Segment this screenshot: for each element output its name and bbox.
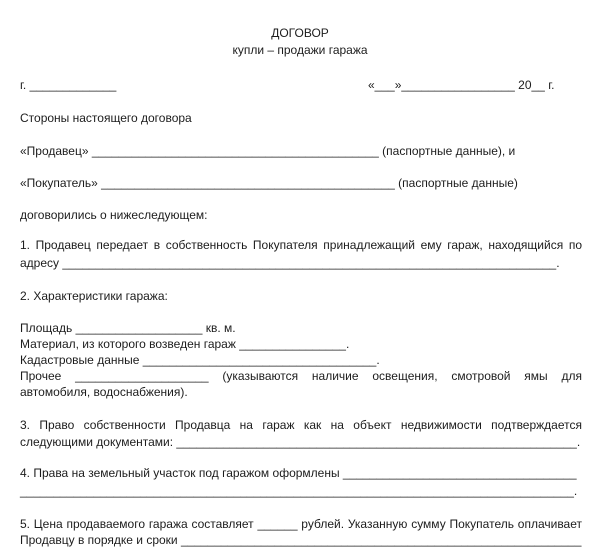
cadastral-line: Кадастровые данные ___________________________________.: [20, 353, 380, 367]
clause-5-line-1: 5. Цена продаваемого гаража составляет ______ рублей. Указанную сумму Покупатель оплачивает: [20, 517, 582, 531]
clause-3-line-2: следующими документами: ____________________________________________________________.: [20, 435, 581, 449]
agreed-line: договорились о нижеследующем:: [20, 208, 208, 222]
document-title: ДОГОВОР: [271, 26, 329, 40]
document-subtitle: купли – продажи гаража: [232, 43, 368, 57]
clause-2-title: 2. Характеристики гаража:: [20, 289, 168, 303]
area-line: Площадь ___________________ кв. м.: [20, 321, 236, 335]
date-field: «___»_________________ 20__ г.: [368, 78, 555, 92]
clause-1-line-1: 1. Продавец передает в собственность Покупателя принадлежащий ему гараж, находящийся по: [20, 238, 582, 252]
clause-3-line-1: 3. Право собственности Продавца на гараж как на объект недвижимости подтверждается: [20, 418, 582, 432]
seller-line: «Продавец» ___________________________________________ (паспортные данные), и: [20, 144, 516, 158]
clause-1-line-2: адресу __________________________________________________________________________.: [20, 256, 560, 270]
clause-4-line-1: 4. Права на земельный участок под гаражом оформлены ___________________________________: [20, 466, 577, 480]
material-line: Материал, из которого возведен гараж ________________.: [20, 337, 350, 351]
city-field: г. _____________: [20, 78, 117, 92]
clause-4-line-2: ___________________________________________________________________________________.: [20, 484, 578, 498]
other-line-2: автомобиля, водоснабжения).: [20, 385, 188, 399]
buyer-line: «Покупатель» ____________________________________________ (паспортные данные): [20, 176, 518, 190]
clause-5-line-2: Продавцу в порядке и сроки ____________________________________________________________: [20, 533, 582, 547]
other-line-1: Прочее ____________________ (указываются наличие освещения, смотровой ямы для: [20, 369, 582, 383]
parties-intro: Стороны настоящего договора: [20, 111, 192, 125]
